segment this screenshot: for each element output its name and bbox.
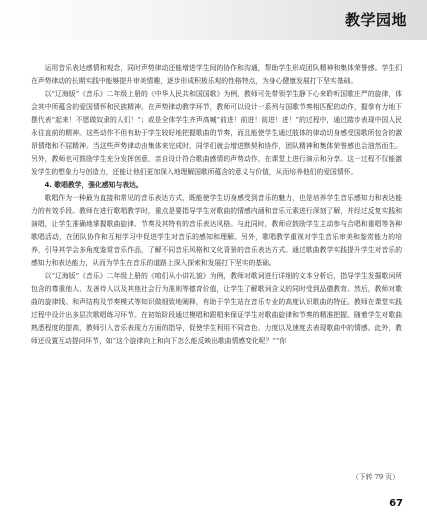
paragraph: 以“辽海版”《音乐》二年级上册的《中华人民共和国国歌》为例，教师可先带领学生静下心来聆听国歌庄严的旋律，体会其中所蕴含的爱国情怀和民族精神。在声势律动教学环节，教师可以设计一系列与国歌节奏相匹配的动作，握拳有力地下摆代表“起来！不愿做奴隶的人们！”；或是全体学生齐声高喊“前进！前进！前进！进！”的过程中，通过踏步表现中国人民永往直前的精神。这些动作不但有助于学生较好地把握歌曲的节奏，而且能使学生通过肢体的律动切身感受国歌所包含的激昂情绪和不屈精神。当这些声势律动由集体来完成时，同学们就会增进默契和协作，团队精神和集体荣誉感也会油然而生。另外，教师也可鼓励学生充分发挥创意，亲自设计符合歌曲感情的声势动作，在课堂上进行演示和分享。这一过程不仅能激发学生的想象力与创造力，还能让他们更加深入地理解国歌所蕴含的意义与价值，从而培养他们的爱国情怀。	[31, 90, 402, 176]
paragraph: 以“辽海版”《音乐》二年级上册的《咱们从小讲礼貌》为例，教师对歌词进行详细的文本分析后，指导学生发掘歌词所包含的尊重他人、友善待人以及其他社会行为准则等德育价值，让学生了解歌词含义的同时受到品德教育。然后，教师对歌曲的旋律线、和声结构及节奏模式等知识做细致地阐释，有助于学生站在音乐专业的高度认识歌曲的特征。教师在课堂实践过程中设计出多层次歌唱练习环节。在初始阶段通过模唱和跟唱来保证学生对歌曲旋律和节奏的精准把握。随着学生对歌曲熟悉程度的提高，教师引入音乐表现力方面的指导，促使学生利用不同音色、力度以及速度去表现歌曲中的情感。此外，教师还设置互动提问环节，如“这个旋律向上和向下怎么能反映出歌曲情感变化呢？”“你	[31, 272, 402, 345]
paragraph: 运用音乐表达感情和观念，同时声势律动还能增进学生间的协作和沟通，帮助学生形成团队精神和集体荣誉感。学生们在声势律动的长期实践中能够提升审美情趣，逐步形成积极乐观的性格特点，为身心健康发展打下坚实基础。	[31, 64, 402, 85]
page-number: 67	[389, 498, 403, 509]
continued-note: （下转 79 页）	[352, 473, 399, 481]
subheading: 4. 歌唱教学，强化感知与表达。	[44, 181, 143, 189]
article-body	[31, 62, 402, 348]
section-title: 教学园地	[344, 11, 407, 29]
paragraph: 歌唱作为一种最为直接和常见的音乐表达方式，既能使学生切身感受到音乐的魅力，也是培养学生音乐感知力和表达能力的有效手段。教师在进行歌唱教学时，重点是要指导学生对歌曲的情感内涵和音乐元素进行深刻了解，并经过反复实践和演唱，让学生准确地掌握歌曲旋律、节奏及其特有的音乐表达风格。与此同时，教师应鼓励学生主动参与合唱和重唱等各种歌唱活动，在团队协作和互相学习中促进学生对音乐的感知和理解。另外，歌唱教学重视对学生音乐审美和鉴赏能力的培养，引导其学会多角度鉴赏音乐作品，了解不同音乐风格和文化背景的音乐表达方式。通过歌曲教学实践提升学生对音乐的感知力和表达能力，从而为学生在音乐的道路上深入探索和发展打下坚实的基础。	[31, 194, 402, 267]
